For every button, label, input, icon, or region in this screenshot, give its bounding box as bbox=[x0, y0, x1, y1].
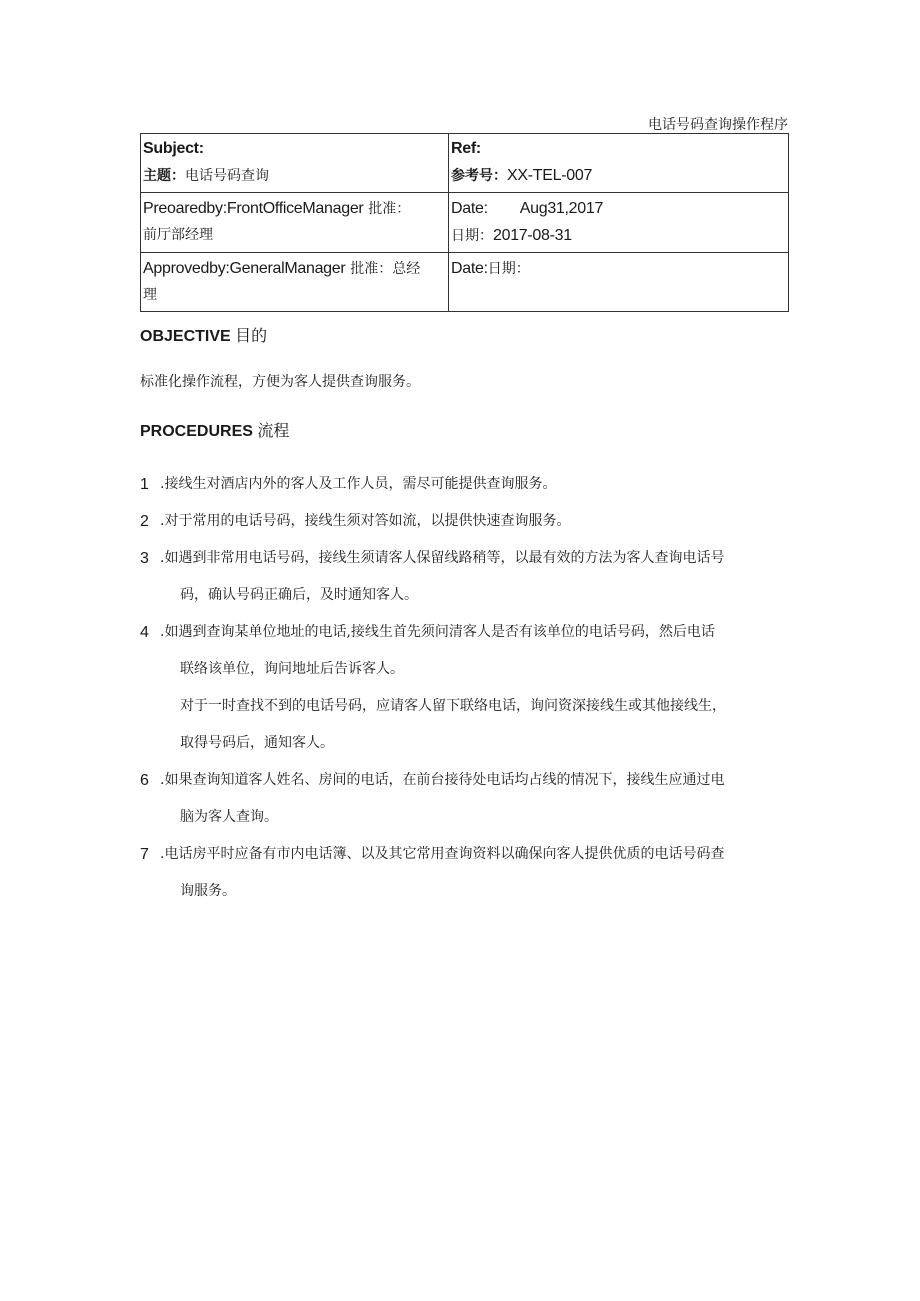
procedure-line: 码，确认号码正确后，及时通知客人。 bbox=[180, 587, 418, 603]
prepared-by-zh-b: 前厅部经理 bbox=[143, 227, 213, 243]
procedure-line: .对于常用的电话号码，接线生须对答如流，以提供快速查询服务。 bbox=[160, 513, 571, 529]
objective-heading-zh: 目的 bbox=[235, 326, 268, 345]
procedure-number: 1 bbox=[140, 476, 149, 493]
subject-cell bbox=[141, 134, 449, 193]
date-zh-label: 日期： bbox=[451, 228, 493, 244]
procedure-line: .如遇到查询某单位地址的电话,接线生首先须问清客人是否有该单位的电话号码，然后电话 bbox=[160, 624, 715, 640]
objective-text: 标准化操作流程，方便为客人提供查询服务。 bbox=[140, 374, 420, 390]
procedure-item bbox=[140, 466, 790, 503]
procedure-item bbox=[140, 836, 790, 910]
procedure-line: .电话房平时应备有市内电话簿、以及其它常用查询资料以确保向客人提供优质的电话号码查 bbox=[160, 846, 725, 862]
approved-date-label: Date: bbox=[451, 260, 488, 277]
procedure-line: 脑为客人查询。 bbox=[180, 809, 278, 825]
procedure-number: 6 bbox=[140, 772, 149, 789]
ref-cell bbox=[449, 134, 789, 193]
approved-date-zh: 日期： bbox=[487, 261, 530, 277]
approved-cell bbox=[141, 253, 449, 312]
ref-value: XX-TEL-007 bbox=[507, 167, 593, 184]
procedure-number: 3 bbox=[140, 550, 149, 567]
prepared-by-zh-a: 批准： bbox=[368, 201, 411, 217]
procedures-heading bbox=[140, 418, 289, 441]
procedure-line: 对于一时查找不到的电话号码，应请客人留下联络电话，询问资深接线生或其他接线生， bbox=[180, 698, 726, 714]
prepared-by-en: Preoaredby:FrontOfficeManager bbox=[143, 200, 364, 217]
procedure-number: 2 bbox=[140, 513, 149, 530]
procedure-item bbox=[140, 503, 790, 540]
document-meta-table bbox=[140, 133, 789, 312]
objective-heading-en: OBJECTIVE bbox=[140, 328, 231, 345]
approved-by-en: Approvedby:GeneralManager bbox=[143, 260, 346, 277]
procedure-number: 4 bbox=[140, 624, 149, 641]
procedures-heading-zh: 流程 bbox=[257, 421, 290, 440]
procedure-line: .如遇到非常用电话号码，接线生须请客人保留线路稍等，以最有效的方法为客人查询电话号 bbox=[160, 550, 725, 566]
approved-by-zh-a: 批准：总经 bbox=[350, 261, 421, 277]
procedure-item bbox=[140, 540, 790, 614]
meta-row-approved bbox=[141, 253, 789, 312]
procedures-heading-en: PROCEDURES bbox=[140, 423, 253, 440]
ref-label: Ref: bbox=[451, 140, 481, 157]
ref-zh-label: 参考号： bbox=[451, 168, 507, 184]
objective-heading bbox=[140, 323, 267, 346]
subject-value: 电话号码查询 bbox=[185, 168, 269, 184]
document-title: 电话号码查询操作程序 bbox=[648, 117, 788, 133]
subject-label: Subject: bbox=[143, 140, 204, 157]
date-cell bbox=[449, 193, 789, 253]
procedure-line: 取得号码后，通知客人。 bbox=[180, 735, 334, 751]
procedure-number: 7 bbox=[140, 846, 149, 863]
approved-date-cell bbox=[449, 253, 789, 312]
subject-zh-label: 主题： bbox=[143, 168, 185, 184]
procedure-item bbox=[140, 614, 790, 762]
date-label: Date: bbox=[451, 200, 488, 217]
procedure-line: 联络该单位，询问地址后告诉客人。 bbox=[180, 661, 404, 677]
approved-by-zh-b: 理 bbox=[143, 287, 157, 303]
procedure-line: 询服务。 bbox=[180, 883, 236, 899]
date-value: 2017-08-31 bbox=[493, 227, 572, 244]
procedure-line: .如果查询知道客人姓名、房间的电话，在前台接待处电话均占线的情况下，接线生应通过电 bbox=[160, 772, 725, 788]
date-value-en: Aug31,2017 bbox=[519, 200, 604, 217]
procedure-line: .接线生对酒店内外的客人及工作人员，需尽可能提供查询服务。 bbox=[160, 476, 557, 492]
prepared-cell bbox=[141, 193, 449, 253]
meta-row-subject bbox=[141, 134, 789, 193]
procedures-list bbox=[140, 466, 790, 910]
procedure-item bbox=[140, 762, 790, 836]
meta-row-prepared bbox=[141, 193, 789, 253]
